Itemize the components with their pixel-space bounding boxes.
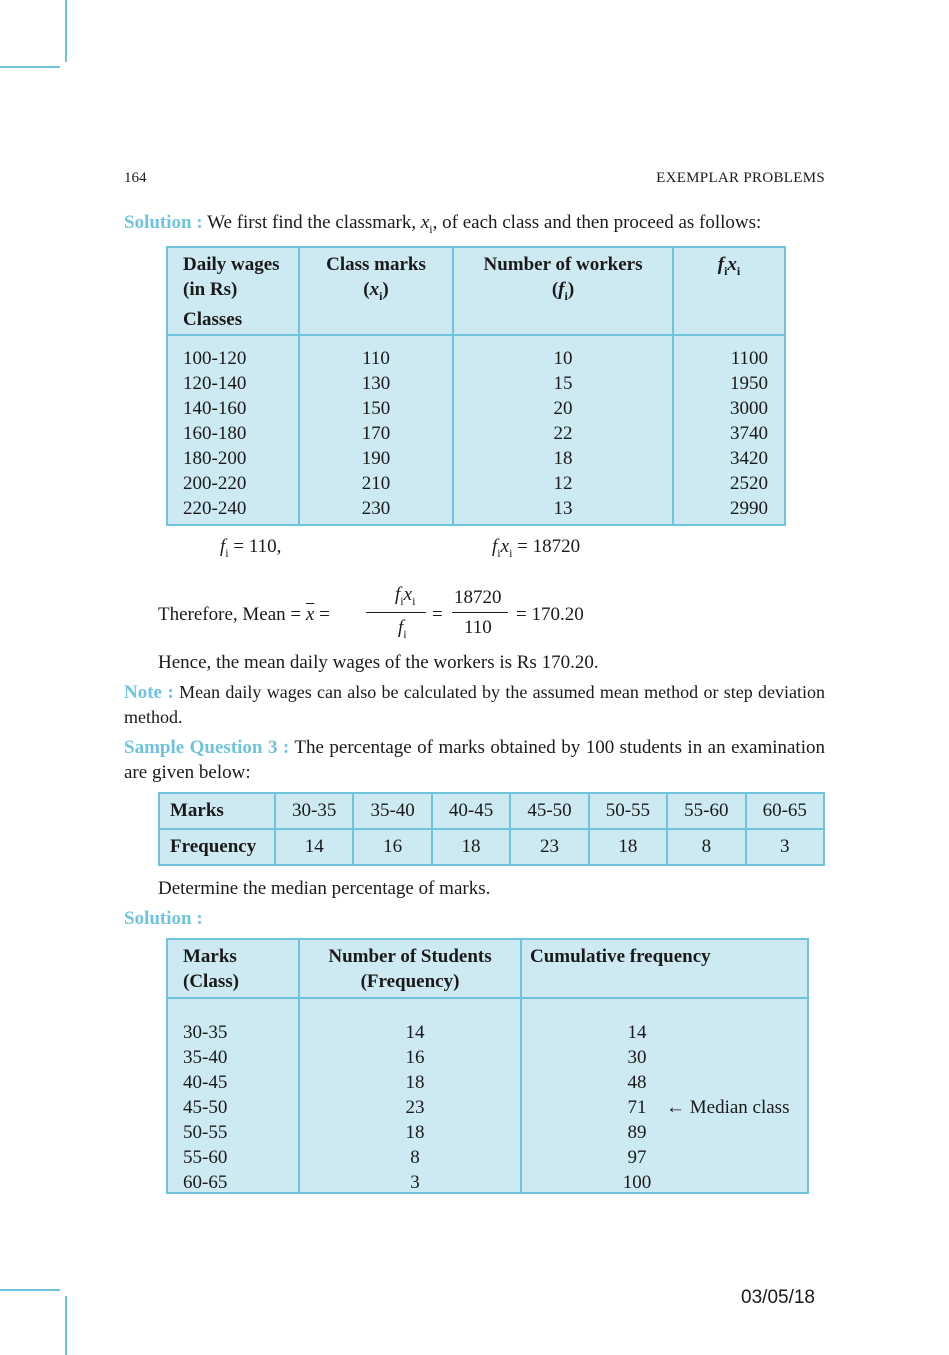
table-cell: 97 — [627, 1147, 647, 1168]
col-header-number-of-students: Number of Students (Frequency) — [328, 946, 492, 992]
table-cell: 50-55 — [589, 793, 667, 829]
table-cell: 8 — [410, 1147, 420, 1168]
determine-text: Determine the median percentage of marks. — [158, 878, 491, 899]
mean-frac1-den: $f_i$ — [398, 617, 407, 641]
table-cell: 14 — [627, 1022, 647, 1043]
classes-column — [183, 346, 246, 521]
table-cell: 18 — [405, 1072, 425, 1093]
table-cell: 55-60 — [183, 1147, 228, 1168]
sample-question — [124, 735, 825, 785]
marks-frequency-table — [158, 792, 825, 866]
solution-intro — [124, 210, 825, 242]
row-header-frequency: Frequency — [159, 829, 275, 865]
table-cell: 100 — [622, 1172, 652, 1193]
table-cell: 210 — [361, 473, 391, 494]
table-cell: 40-45 — [432, 793, 510, 829]
mean-therefore: Therefore, Mean = $\overline{x}$ = — [158, 604, 330, 625]
table-cell: 18 — [432, 829, 510, 865]
mean-eq2: = — [432, 604, 443, 625]
table-cell: 15 — [553, 373, 573, 394]
note-text: Mean daily wages can also be calculated by the assumed mean method or step deviation method. — [124, 682, 826, 727]
table-cell: 3 — [746, 829, 824, 865]
col-header-cumulative-frequency: Cumulative frequency — [530, 946, 711, 967]
solution-text-b: , of each class and then proceed as follows: — [432, 212, 762, 233]
table-cell: 23 — [510, 829, 588, 865]
table-cell: 190 — [361, 448, 391, 469]
fx-column — [674, 346, 768, 521]
table-cell: 60-65 — [746, 793, 824, 829]
table-cell: 3740 — [730, 423, 768, 444]
table-cell: 180-200 — [183, 448, 247, 469]
table-cell: 71 — [627, 1097, 647, 1118]
table-cell: 2520 — [730, 473, 768, 494]
table-cell: 1950 — [730, 373, 768, 394]
table-cell: 8 — [667, 829, 745, 865]
table-cell: 110 — [362, 348, 390, 369]
table-cell: 18 — [589, 829, 667, 865]
table-cell: 16 — [353, 829, 431, 865]
table-cell: 120-140 — [183, 373, 247, 394]
table-cell: 3000 — [730, 398, 768, 419]
table-cell: 16 — [405, 1047, 425, 1068]
cumulative-frequency-table — [166, 938, 809, 1194]
mean-frac2-line — [452, 612, 508, 613]
frequency-column — [300, 1020, 530, 1195]
table-cell: 100-120 — [183, 348, 247, 369]
mean-frac2-num: 18720 — [454, 587, 502, 608]
table-cell: 150 — [361, 398, 391, 419]
table-cell: 48 — [627, 1072, 647, 1093]
col-header-fixi: $f_ix_i$ — [717, 254, 741, 278]
table-cell: 13 — [553, 498, 573, 519]
col-header-daily-wages: Daily wages (in Rs) Classes — [183, 254, 280, 330]
median-class-note: ← Median class — [666, 1097, 790, 1118]
table-cell: 230 — [361, 498, 391, 519]
table-cell: 2990 — [730, 498, 768, 519]
table-cell: 50-55 — [183, 1122, 228, 1143]
table-cell: 14 — [275, 829, 353, 865]
classes-column — [183, 1020, 227, 1195]
table-cell: 30 — [627, 1047, 647, 1068]
table-cell: 130 — [361, 373, 391, 394]
table-cell: 10 — [553, 348, 573, 369]
table-cell: 12 — [553, 473, 573, 494]
table-cell: 55-60 — [667, 793, 745, 829]
mean-frac2-den: 110 — [464, 617, 492, 638]
sum-fx: $f_ix_i = 18720$ — [492, 536, 581, 560]
table-cell: 140-160 — [183, 398, 247, 419]
table-cell: 160-180 — [183, 423, 247, 444]
table-cell: 18 — [553, 448, 573, 469]
table-cell: 1100 — [730, 348, 768, 369]
x-bar: $\overline{x}$ — [305, 604, 315, 625]
sample-text: The percentage of marks obtained by 100 students in an examination are given below: — [124, 737, 825, 783]
table-row — [159, 829, 824, 865]
table-cell: 35-40 — [353, 793, 431, 829]
note-label: Note : — [124, 682, 174, 703]
crop-mark-bottom-horizontal — [0, 1289, 60, 1291]
col-header-class-marks: Class marks $(x_i)$ — [326, 254, 426, 303]
table-cell: 35-40 — [183, 1047, 228, 1068]
note-paragraph — [124, 680, 825, 730]
table-cell: 30-35 — [183, 1022, 228, 1043]
sum-f: $f_i = 110$, — [220, 536, 282, 560]
sample-label: Sample Question 3 : — [124, 737, 290, 758]
crop-mark-top-vertical — [65, 0, 67, 62]
table-cell: 45-50 — [510, 793, 588, 829]
table-row — [159, 793, 824, 829]
x-sub: i — [429, 221, 433, 236]
solution-label: Solution : — [124, 212, 203, 233]
table-cell: 45-50 — [183, 1097, 228, 1118]
table-cell: 18 — [405, 1122, 425, 1143]
workers-column — [454, 346, 672, 521]
x-var: x — [420, 212, 430, 233]
hence-text: Hence, the mean daily wages of the workers is Rs 170.20. — [158, 652, 599, 673]
table-cell: 40-45 — [183, 1072, 228, 1093]
table-cell: 60-65 — [183, 1172, 228, 1193]
marks-column — [300, 346, 452, 521]
footer-date: 03/05/18 — [741, 1287, 815, 1308]
col-header-marks-class: Marks (Class) — [183, 946, 239, 992]
solution-text-a: We first find the classmark, — [207, 212, 421, 233]
col-header-number-of-workers: Number of workers $(f_i)$ — [483, 254, 643, 303]
mean-result: = 170.20 — [516, 604, 584, 625]
table-cell: 3420 — [730, 448, 768, 469]
wages-table — [166, 246, 786, 526]
table-cell: 20 — [553, 398, 573, 419]
running-head: EXEMPLAR PROBLEMS — [656, 170, 825, 186]
solution2-label: Solution : — [124, 908, 203, 929]
row-header-marks: Marks — [159, 793, 275, 829]
table-cell: 3 — [410, 1172, 420, 1193]
table-cell: 23 — [405, 1097, 425, 1118]
crop-mark-bottom-vertical — [65, 1296, 67, 1355]
table-cell: 14 — [405, 1022, 425, 1043]
mean-frac1-num: $f_ix_i$ — [395, 584, 416, 608]
table-cell: 89 — [627, 1122, 647, 1143]
mean-frac1-line — [366, 612, 426, 613]
table-cell: 170 — [361, 423, 391, 444]
table-cell: 30-35 — [275, 793, 353, 829]
table-cell: 200-220 — [183, 473, 247, 494]
crop-mark-top-horizontal — [0, 66, 60, 68]
table-cell: 22 — [553, 423, 573, 444]
table-cell: 220-240 — [183, 498, 247, 519]
page-number: 164 — [124, 170, 147, 186]
